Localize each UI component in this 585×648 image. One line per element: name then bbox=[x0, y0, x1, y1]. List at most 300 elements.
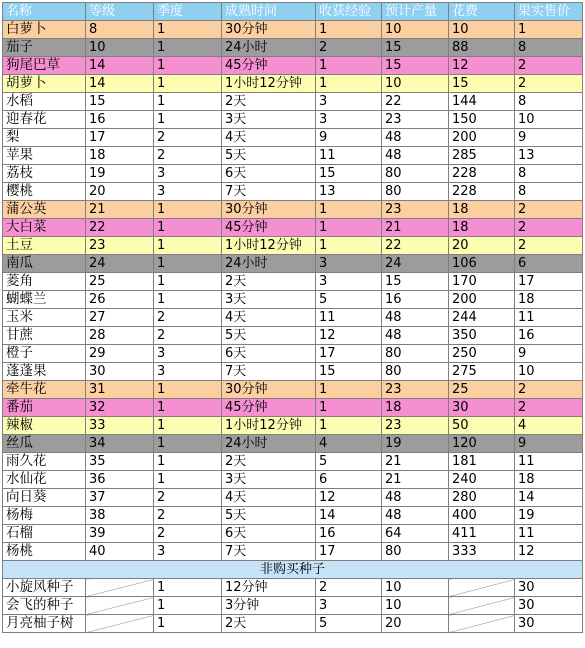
mature-time: 1小时12分钟 bbox=[222, 417, 316, 435]
crop-level: 14 bbox=[86, 75, 154, 93]
harvest-exp: 9 bbox=[316, 129, 382, 147]
harvest-exp: 1 bbox=[316, 57, 382, 75]
crop-name: 蝴蝶兰 bbox=[3, 291, 86, 309]
fruit-price: 16 bbox=[515, 327, 583, 345]
cost: 200 bbox=[449, 129, 515, 147]
table-row bbox=[3, 417, 583, 435]
expected-yield: 10 bbox=[382, 21, 449, 39]
fruit-price: 4 bbox=[515, 417, 583, 435]
fruit-price: 18 bbox=[515, 291, 583, 309]
crop-name: 杨梅 bbox=[3, 507, 86, 525]
harvest-exp: 11 bbox=[316, 147, 382, 165]
mature-time: 6天 bbox=[222, 525, 316, 543]
table-row bbox=[3, 291, 583, 309]
cost: 15 bbox=[449, 75, 515, 93]
crop-name: 辣椒 bbox=[3, 417, 86, 435]
harvest-exp: 17 bbox=[316, 345, 382, 363]
mature-time: 30分钟 bbox=[222, 381, 316, 399]
mature-time: 5天 bbox=[222, 327, 316, 345]
mature-time: 5天 bbox=[222, 147, 316, 165]
crop-name: 番茄 bbox=[3, 399, 86, 417]
mature-time: 24小时 bbox=[222, 435, 316, 453]
table-row bbox=[3, 507, 583, 525]
mature-time: 4天 bbox=[222, 489, 316, 507]
crop-level bbox=[86, 597, 154, 615]
crop-season: 1 bbox=[154, 93, 222, 111]
harvest-exp: 1 bbox=[316, 21, 382, 39]
cost: 411 bbox=[449, 525, 515, 543]
crop-season: 1 bbox=[154, 75, 222, 93]
mature-time: 30分钟 bbox=[222, 21, 316, 39]
crop-season: 1 bbox=[154, 57, 222, 75]
mature-time: 7天 bbox=[222, 543, 316, 561]
crop-name: 梨 bbox=[3, 129, 86, 147]
table-row bbox=[3, 39, 583, 57]
crop-level bbox=[86, 579, 154, 597]
harvest-exp: 1 bbox=[316, 75, 382, 93]
crop-name: 丝瓜 bbox=[3, 435, 86, 453]
harvest-exp: 1 bbox=[316, 381, 382, 399]
fruit-price: 9 bbox=[515, 435, 583, 453]
mature-time: 30分钟 bbox=[222, 201, 316, 219]
table-row bbox=[3, 75, 583, 93]
mature-time: 1小时12分钟 bbox=[222, 75, 316, 93]
mature-time: 6天 bbox=[222, 165, 316, 183]
harvest-exp: 1 bbox=[316, 417, 382, 435]
harvest-exp: 1 bbox=[316, 399, 382, 417]
crop-level: 24 bbox=[86, 255, 154, 273]
table-row bbox=[3, 525, 583, 543]
crop-season: 1 bbox=[154, 39, 222, 57]
crop-name: 橙子 bbox=[3, 345, 86, 363]
crop-season: 1 bbox=[154, 255, 222, 273]
expected-yield: 48 bbox=[382, 129, 449, 147]
cost: 150 bbox=[449, 111, 515, 129]
table-row bbox=[3, 129, 583, 147]
harvest-exp: 3 bbox=[316, 597, 382, 615]
crop-name: 蓬蓬果 bbox=[3, 363, 86, 381]
crop-season: 2 bbox=[154, 129, 222, 147]
fruit-price: 10 bbox=[515, 363, 583, 381]
expected-yield: 48 bbox=[382, 327, 449, 345]
table-header bbox=[3, 3, 583, 21]
expected-yield: 15 bbox=[382, 273, 449, 291]
crop-level: 40 bbox=[86, 543, 154, 561]
mature-time: 2天 bbox=[222, 273, 316, 291]
fruit-price: 13 bbox=[515, 147, 583, 165]
table-row bbox=[3, 543, 583, 561]
crop-season: 1 bbox=[154, 417, 222, 435]
header-exp: 收获经验 bbox=[316, 3, 382, 21]
expected-yield: 23 bbox=[382, 381, 449, 399]
crop-name: 胡萝卜 bbox=[3, 75, 86, 93]
crop-level: 19 bbox=[86, 165, 154, 183]
cost: 228 bbox=[449, 183, 515, 201]
crop-level: 33 bbox=[86, 417, 154, 435]
crop-level: 22 bbox=[86, 219, 154, 237]
crop-season: 1 bbox=[154, 381, 222, 399]
crop-level: 39 bbox=[86, 525, 154, 543]
cost: 275 bbox=[449, 363, 515, 381]
cost: 144 bbox=[449, 93, 515, 111]
table-row bbox=[3, 237, 583, 255]
cost: 120 bbox=[449, 435, 515, 453]
fruit-price: 2 bbox=[515, 201, 583, 219]
harvest-exp: 12 bbox=[316, 489, 382, 507]
fruit-price: 19 bbox=[515, 507, 583, 525]
crop-season: 3 bbox=[154, 183, 222, 201]
crop-name: 向日葵 bbox=[3, 489, 86, 507]
crop-season: 1 bbox=[154, 291, 222, 309]
section-row bbox=[3, 561, 583, 579]
crop-season: 2 bbox=[154, 489, 222, 507]
table-row bbox=[3, 345, 583, 363]
expected-yield: 18 bbox=[382, 399, 449, 417]
cost: 18 bbox=[449, 201, 515, 219]
harvest-exp: 3 bbox=[316, 255, 382, 273]
mature-time: 4天 bbox=[222, 309, 316, 327]
crop-season: 1 bbox=[154, 399, 222, 417]
crop-name: 大白菜 bbox=[3, 219, 86, 237]
mature-time: 24小时 bbox=[222, 255, 316, 273]
harvest-exp: 14 bbox=[316, 507, 382, 525]
crop-level: 10 bbox=[86, 39, 154, 57]
expected-yield: 64 bbox=[382, 525, 449, 543]
mature-time: 5天 bbox=[222, 507, 316, 525]
mature-time: 45分钟 bbox=[222, 57, 316, 75]
fruit-price: 2 bbox=[515, 219, 583, 237]
crop-level: 20 bbox=[86, 183, 154, 201]
cost: 25 bbox=[449, 381, 515, 399]
crop-name: 南瓜 bbox=[3, 255, 86, 273]
crop-level: 32 bbox=[86, 399, 154, 417]
fruit-price: 8 bbox=[515, 93, 583, 111]
crop-name: 狗尾巴草 bbox=[3, 57, 86, 75]
crop-level: 8 bbox=[86, 21, 154, 39]
mature-time: 45分钟 bbox=[222, 219, 316, 237]
expected-yield: 21 bbox=[382, 453, 449, 471]
table-row bbox=[3, 201, 583, 219]
cost: 250 bbox=[449, 345, 515, 363]
fruit-price: 12 bbox=[515, 543, 583, 561]
crop-level: 21 bbox=[86, 201, 154, 219]
fruit-price: 11 bbox=[515, 453, 583, 471]
crop-level: 16 bbox=[86, 111, 154, 129]
crop-season: 3 bbox=[154, 165, 222, 183]
expected-yield: 24 bbox=[382, 255, 449, 273]
crop-season: 1 bbox=[154, 219, 222, 237]
harvest-exp: 15 bbox=[316, 165, 382, 183]
crop-level: 27 bbox=[86, 309, 154, 327]
crop-name: 菱角 bbox=[3, 273, 86, 291]
crop-name: 杨桃 bbox=[3, 543, 86, 561]
header-level: 等级 bbox=[86, 3, 154, 21]
expected-yield: 48 bbox=[382, 489, 449, 507]
crop-level: 26 bbox=[86, 291, 154, 309]
crop-season: 2 bbox=[154, 525, 222, 543]
cost: 50 bbox=[449, 417, 515, 435]
crop-table bbox=[2, 2, 583, 633]
crop-level: 14 bbox=[86, 57, 154, 75]
harvest-exp: 15 bbox=[316, 363, 382, 381]
table-row bbox=[3, 453, 583, 471]
crop-season: 3 bbox=[154, 345, 222, 363]
expected-yield: 15 bbox=[382, 57, 449, 75]
table-row bbox=[3, 255, 583, 273]
crop-name: 石榴 bbox=[3, 525, 86, 543]
harvest-exp: 17 bbox=[316, 543, 382, 561]
harvest-exp: 3 bbox=[316, 93, 382, 111]
fruit-price: 9 bbox=[515, 129, 583, 147]
crop-season: 1 bbox=[154, 579, 222, 597]
fruit-price: 2 bbox=[515, 237, 583, 255]
header-season: 季度 bbox=[154, 3, 222, 21]
expected-yield: 10 bbox=[382, 597, 449, 615]
crop-season: 1 bbox=[154, 273, 222, 291]
cost: 200 bbox=[449, 291, 515, 309]
cost: 88 bbox=[449, 39, 515, 57]
expected-yield: 15 bbox=[382, 39, 449, 57]
crop-season: 1 bbox=[154, 21, 222, 39]
crop-level: 36 bbox=[86, 471, 154, 489]
expected-yield: 20 bbox=[382, 615, 449, 633]
cost bbox=[449, 597, 515, 615]
fruit-price: 30 bbox=[515, 615, 583, 633]
fruit-price: 11 bbox=[515, 525, 583, 543]
expected-yield: 80 bbox=[382, 345, 449, 363]
mature-time: 7天 bbox=[222, 363, 316, 381]
crop-name: 甘蔗 bbox=[3, 327, 86, 345]
cost: 280 bbox=[449, 489, 515, 507]
fruit-price: 2 bbox=[515, 399, 583, 417]
crop-name: 玉米 bbox=[3, 309, 86, 327]
cost: 12 bbox=[449, 57, 515, 75]
crop-name: 月亮柚子树 bbox=[3, 615, 86, 633]
table-row bbox=[3, 327, 583, 345]
mature-time: 7天 bbox=[222, 183, 316, 201]
expected-yield: 16 bbox=[382, 291, 449, 309]
table-row bbox=[3, 183, 583, 201]
crop-name: 雨久花 bbox=[3, 453, 86, 471]
cost: 350 bbox=[449, 327, 515, 345]
crop-season: 1 bbox=[154, 453, 222, 471]
crop-name: 白萝卜 bbox=[3, 21, 86, 39]
crop-level: 25 bbox=[86, 273, 154, 291]
table-row bbox=[3, 471, 583, 489]
expected-yield: 23 bbox=[382, 201, 449, 219]
harvest-exp: 1 bbox=[316, 219, 382, 237]
harvest-exp: 5 bbox=[316, 291, 382, 309]
table-row bbox=[3, 93, 583, 111]
expected-yield: 22 bbox=[382, 93, 449, 111]
crop-name: 樱桃 bbox=[3, 183, 86, 201]
crop-name: 牵牛花 bbox=[3, 381, 86, 399]
crop-season: 1 bbox=[154, 111, 222, 129]
crop-season: 2 bbox=[154, 147, 222, 165]
crop-season: 3 bbox=[154, 543, 222, 561]
crop-name: 茄子 bbox=[3, 39, 86, 57]
table-row bbox=[3, 309, 583, 327]
table-row bbox=[3, 597, 583, 615]
expected-yield: 80 bbox=[382, 165, 449, 183]
crop-name: 土豆 bbox=[3, 237, 86, 255]
crop-name: 小旋风种子 bbox=[3, 579, 86, 597]
mature-time: 12分钟 bbox=[222, 579, 316, 597]
crop-season: 1 bbox=[154, 615, 222, 633]
table-row bbox=[3, 57, 583, 75]
cost: 400 bbox=[449, 507, 515, 525]
harvest-exp: 3 bbox=[316, 273, 382, 291]
cost: 240 bbox=[449, 471, 515, 489]
table-row bbox=[3, 615, 583, 633]
table-body bbox=[3, 21, 583, 633]
mature-time: 3天 bbox=[222, 471, 316, 489]
mature-time: 24小时 bbox=[222, 39, 316, 57]
crop-season: 2 bbox=[154, 309, 222, 327]
mature-time: 3分钟 bbox=[222, 597, 316, 615]
crop-season: 2 bbox=[154, 327, 222, 345]
crop-name: 荔枝 bbox=[3, 165, 86, 183]
cost: 170 bbox=[449, 273, 515, 291]
expected-yield: 80 bbox=[382, 363, 449, 381]
expected-yield: 10 bbox=[382, 75, 449, 93]
mature-time: 6天 bbox=[222, 345, 316, 363]
table-row bbox=[3, 381, 583, 399]
harvest-exp: 1 bbox=[316, 201, 382, 219]
expected-yield: 21 bbox=[382, 219, 449, 237]
fruit-price: 11 bbox=[515, 309, 583, 327]
cost bbox=[449, 579, 515, 597]
expected-yield: 19 bbox=[382, 435, 449, 453]
expected-yield: 80 bbox=[382, 183, 449, 201]
expected-yield: 48 bbox=[382, 507, 449, 525]
cost: 30 bbox=[449, 399, 515, 417]
expected-yield: 21 bbox=[382, 471, 449, 489]
header-mature-time: 成熟时间 bbox=[222, 3, 316, 21]
mature-time: 2天 bbox=[222, 93, 316, 111]
fruit-price: 9 bbox=[515, 345, 583, 363]
crop-level: 35 bbox=[86, 453, 154, 471]
fruit-price: 2 bbox=[515, 381, 583, 399]
fruit-price: 2 bbox=[515, 75, 583, 93]
mature-time: 1小时12分钟 bbox=[222, 237, 316, 255]
table-row bbox=[3, 489, 583, 507]
harvest-exp: 11 bbox=[316, 309, 382, 327]
crop-level bbox=[86, 615, 154, 633]
crop-level: 34 bbox=[86, 435, 154, 453]
header-name: 名称 bbox=[3, 3, 86, 21]
cost: 106 bbox=[449, 255, 515, 273]
mature-time: 4天 bbox=[222, 129, 316, 147]
expected-yield: 80 bbox=[382, 543, 449, 561]
table-row bbox=[3, 147, 583, 165]
mature-time: 2天 bbox=[222, 453, 316, 471]
expected-yield: 23 bbox=[382, 417, 449, 435]
harvest-exp: 16 bbox=[316, 525, 382, 543]
table-row bbox=[3, 435, 583, 453]
header-yield: 预计产量 bbox=[382, 3, 449, 21]
crop-name: 苹果 bbox=[3, 147, 86, 165]
mature-time: 3天 bbox=[222, 291, 316, 309]
fruit-price: 8 bbox=[515, 183, 583, 201]
table-row bbox=[3, 579, 583, 597]
header-cost: 花费 bbox=[449, 3, 515, 21]
crop-name: 蒲公英 bbox=[3, 201, 86, 219]
crop-season: 1 bbox=[154, 471, 222, 489]
mature-time: 45分钟 bbox=[222, 399, 316, 417]
crop-level: 37 bbox=[86, 489, 154, 507]
expected-yield: 10 bbox=[382, 579, 449, 597]
crop-level: 15 bbox=[86, 93, 154, 111]
cost: 18 bbox=[449, 219, 515, 237]
crop-season: 1 bbox=[154, 201, 222, 219]
table-row bbox=[3, 111, 583, 129]
fruit-price: 6 bbox=[515, 255, 583, 273]
harvest-exp: 5 bbox=[316, 453, 382, 471]
fruit-price: 2 bbox=[515, 57, 583, 75]
cost bbox=[449, 615, 515, 633]
cost: 20 bbox=[449, 237, 515, 255]
cost: 181 bbox=[449, 453, 515, 471]
crop-season: 2 bbox=[154, 507, 222, 525]
expected-yield: 22 bbox=[382, 237, 449, 255]
harvest-exp: 6 bbox=[316, 471, 382, 489]
mature-time: 3天 bbox=[222, 111, 316, 129]
crop-season: 1 bbox=[154, 597, 222, 615]
expected-yield: 23 bbox=[382, 111, 449, 129]
fruit-price: 1 bbox=[515, 21, 583, 39]
fruit-price: 30 bbox=[515, 579, 583, 597]
cost: 333 bbox=[449, 543, 515, 561]
fruit-price: 18 bbox=[515, 471, 583, 489]
cost: 285 bbox=[449, 147, 515, 165]
crop-season: 3 bbox=[154, 363, 222, 381]
cost: 228 bbox=[449, 165, 515, 183]
crop-name: 迎春花 bbox=[3, 111, 86, 129]
expected-yield: 48 bbox=[382, 309, 449, 327]
cost: 10 bbox=[449, 21, 515, 39]
header-price: 果实售价 bbox=[515, 3, 583, 21]
crop-level: 23 bbox=[86, 237, 154, 255]
cost: 244 bbox=[449, 309, 515, 327]
fruit-price: 10 bbox=[515, 111, 583, 129]
fruit-price: 14 bbox=[515, 489, 583, 507]
section-title: 非购买种子 bbox=[3, 561, 583, 579]
harvest-exp: 2 bbox=[316, 579, 382, 597]
crop-name: 会飞的种子 bbox=[3, 597, 86, 615]
expected-yield: 48 bbox=[382, 147, 449, 165]
harvest-exp: 3 bbox=[316, 111, 382, 129]
crop-season: 1 bbox=[154, 435, 222, 453]
crop-level: 18 bbox=[86, 147, 154, 165]
table-row bbox=[3, 399, 583, 417]
harvest-exp: 12 bbox=[316, 327, 382, 345]
harvest-exp: 2 bbox=[316, 39, 382, 57]
crop-level: 17 bbox=[86, 129, 154, 147]
fruit-price: 17 bbox=[515, 273, 583, 291]
table-row bbox=[3, 363, 583, 381]
crop-level: 30 bbox=[86, 363, 154, 381]
crop-level: 31 bbox=[86, 381, 154, 399]
harvest-exp: 13 bbox=[316, 183, 382, 201]
crop-name: 水仙花 bbox=[3, 471, 86, 489]
harvest-exp: 1 bbox=[316, 237, 382, 255]
crop-level: 38 bbox=[86, 507, 154, 525]
crop-level: 28 bbox=[86, 327, 154, 345]
crop-level: 29 bbox=[86, 345, 154, 363]
table-row bbox=[3, 219, 583, 237]
fruit-price: 30 bbox=[515, 597, 583, 615]
